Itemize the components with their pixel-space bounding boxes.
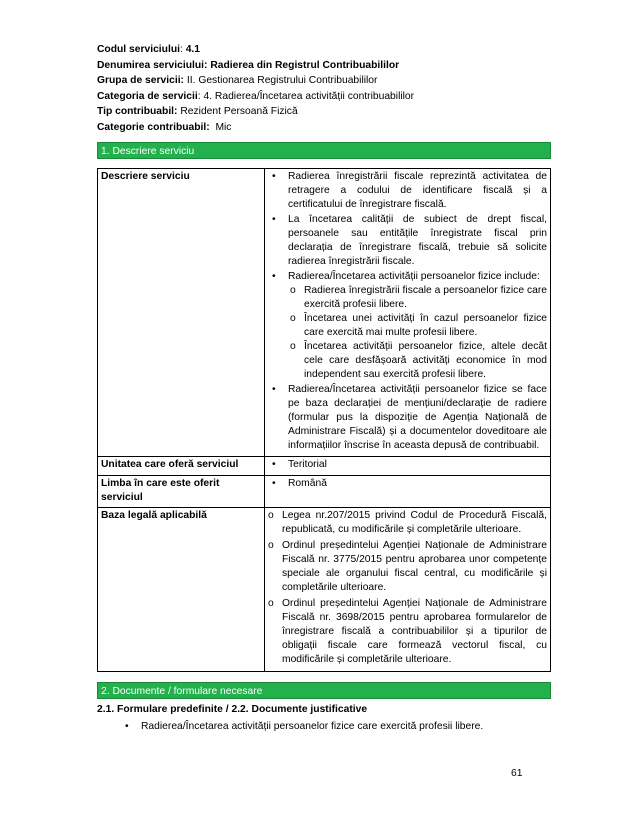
list-item <box>268 213 547 269</box>
list-text: Română <box>288 477 327 489</box>
row-label <box>98 475 265 507</box>
list-text: Radierea/Încetarea activității persoanelor fizice include: <box>288 270 540 282</box>
list-item <box>268 170 547 212</box>
list-text: Radierea/Încetarea activității persoanelor fizice se face pe baza declarației de mențiuni/declarație de radiere (formular pus la dispoziție de Agenția Națională de Administrare Fiscală) și a documentelor doveditoare ale informațiilor înscrise în aceasta depusă de contribuabil. <box>288 383 547 451</box>
sub-list <box>288 284 547 382</box>
list-item <box>268 383 547 453</box>
bullet-icon: • <box>272 477 276 489</box>
row-content <box>265 456 551 475</box>
row-content <box>265 168 551 456</box>
circle-bullet-icon: o <box>290 340 296 352</box>
table-row <box>98 456 551 475</box>
sub-list-item <box>288 284 547 312</box>
meta-label: Denumirea serviciului <box>97 59 205 71</box>
sub-list-item <box>288 312 547 340</box>
meta-value: Rezident Persoană Fizică <box>180 106 298 118</box>
row-label-line: serviciul <box>101 491 143 503</box>
list-item <box>268 597 547 667</box>
language-list <box>268 477 547 491</box>
list-text: Încetarea activității persoanelor fizice, altele decât cele care desfășoară activități economice în mod independent sau exercită profesii libere. <box>304 340 547 380</box>
meta-line-taxpayer-category <box>97 120 551 136</box>
bullet-icon: • <box>272 458 276 470</box>
section-header-description: 1. Descriere serviciu <box>97 142 551 159</box>
row-label: Unitatea care oferă serviciul <box>98 456 265 475</box>
list-text: Teritorial <box>288 458 327 470</box>
subsection-title: 2.1. Formulare predefinite / 2.2. Documente justificative <box>97 703 368 715</box>
meta-value: Radierea din Registrul Contribuabililor <box>210 59 400 71</box>
list-text: Radierea înregistrării fiscale reprezintă activitatea de retragere a codului de identificare fiscală și a certificatului de înregistrare fiscală. <box>288 170 547 210</box>
list-text: La încetarea calității de subiect de drept fiscal, persoanele sau entitățile înregistrate fiscal prin declarația de înregistrare fiscală, trebuie să solicite radierea înregistrării fiscale. <box>288 213 547 267</box>
meta-sep: : <box>179 44 186 55</box>
meta-line-type <box>97 104 551 120</box>
list-text: Radierea/Încetarea activității persoanelor fizice care exercită profesii libere. <box>141 720 484 732</box>
list-text: Radierea înregistrării fiscale a persoanelor fizice care exercită profesii libere. <box>304 284 547 310</box>
unit-list <box>268 458 547 472</box>
list-text: Ordinul președintelui Agenției Naționale de Administrare Fiscală nr. 3775/2015 pentru aprobarea unor competențe speciale ale organului fiscal central, cu modificările și completările ulterioare. <box>282 539 547 593</box>
section-header-documents: 2. Documente / formulare necesare <box>97 682 551 699</box>
list-item <box>97 720 551 734</box>
meta-value: 4.1 <box>185 44 201 55</box>
row-content <box>265 475 551 507</box>
meta-label: Grupa de servicii: <box>97 75 184 87</box>
list-item <box>268 477 547 491</box>
meta-label: Categoria de servicii <box>97 90 198 102</box>
sub-list-item <box>288 340 547 382</box>
row-label: Descriere serviciu <box>98 168 265 456</box>
bullet-icon: • <box>125 720 129 732</box>
meta-line-name <box>97 58 551 74</box>
table-row <box>98 507 551 671</box>
row-label: Baza legală aplicabilă <box>98 507 265 671</box>
bullet-icon: • <box>272 383 276 395</box>
meta-line-group <box>97 73 551 89</box>
circle-bullet-icon: o <box>290 312 296 324</box>
list-item <box>268 270 547 382</box>
circle-bullet-icon: o <box>268 539 274 551</box>
list-item <box>268 458 547 472</box>
meta-label: Categorie contribuabil: <box>97 121 210 133</box>
list-text: Încetarea unei activități în cazul persoanelor fizice care exercită mai multe profesii libere. <box>304 312 547 338</box>
document-page <box>97 42 551 734</box>
bullet-icon: • <box>272 270 276 282</box>
row-label-line: Limba în care este oferit <box>101 477 220 489</box>
service-table <box>97 168 551 672</box>
meta-line-code <box>97 42 551 58</box>
meta-label: Tip contribuabil: <box>97 106 178 118</box>
meta-sep: : <box>204 59 211 71</box>
row-content <box>265 507 551 671</box>
page-number: 61 <box>511 768 523 779</box>
table-row <box>98 168 551 456</box>
bullet-icon: • <box>272 213 276 225</box>
bullet-icon: • <box>272 170 276 182</box>
legal-basis-list <box>268 509 547 667</box>
list-item <box>268 509 547 537</box>
meta-label: Codul serviciului <box>97 44 180 55</box>
list-item <box>268 539 547 595</box>
meta-value: 4. Radierea/Încetarea activității contribuabililor <box>203 90 415 102</box>
table-row <box>98 475 551 507</box>
service-meta <box>97 42 551 136</box>
meta-sep: : <box>197 90 204 102</box>
circle-bullet-icon: o <box>290 284 296 296</box>
description-list <box>268 170 547 453</box>
meta-line-category <box>97 89 551 105</box>
list-text: Legea nr.207/2015 privind Codul de Procedură Fiscală, republicată, cu modificările și completările ulterioare. <box>282 509 547 535</box>
meta-value: Mic <box>215 121 232 133</box>
circle-bullet-icon: o <box>268 509 274 521</box>
list-text: Ordinul președintelui Agenției Naționale de Administrare Fiscală nr. 3698/2015 pentru aprobarea formularelor de înregistrare fiscală a contribuabililor și a tipurilor de obligații fiscale care formează vectorul fiscal, cu modificările și completările ulterioare. <box>282 597 547 665</box>
circle-bullet-icon: o <box>268 597 274 609</box>
meta-value: II. Gestionarea Registrului Contribuabililor <box>186 75 378 87</box>
